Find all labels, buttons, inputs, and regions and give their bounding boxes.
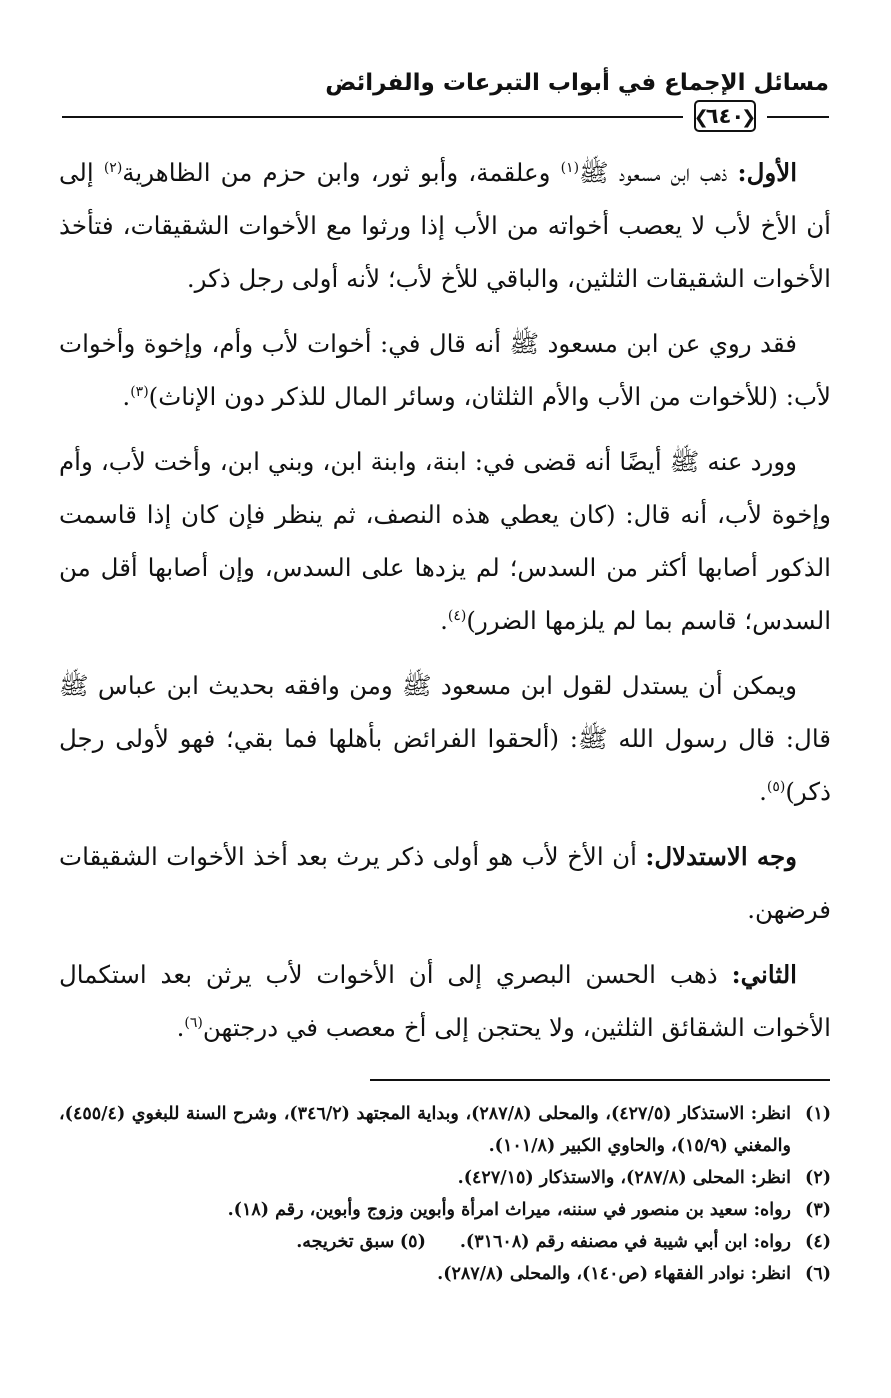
footnote-number: (١) <box>805 1104 831 1124</box>
paragraph-text: ذهب ابن مسعود ﷺ <box>579 158 738 187</box>
footnote-ref[interactable]: (٤) <box>447 607 467 624</box>
footnote-ref[interactable]: (٦) <box>184 1014 203 1031</box>
footnote-text: رواه: سعيد بن منصور في سننه، ميراث امرأة وأبوين وزوج وأبوين، رقم (١٨). <box>227 1200 791 1220</box>
footnote-number: (٦) <box>805 1264 831 1284</box>
paragraph-text: وورد عنه ﷺ أيضًا أنه قضى في: ابنة، وابنة ابن، وبني ابن، وأخت لأب، وأم وإخوة لأب، أنه قال: (كان يعطي هذه النصف، ثم ينظر فإن كان إذا قاسمت الذكور أصابها أكثر من السدس؛ لم يزدها على السدس، وإن أصابها أقل من السدس؛ قاسم بما لم يلزمها الضرر) <box>59 447 831 635</box>
paragraph-ruling <box>59 435 831 647</box>
ornament-left-icon: ❯ <box>693 107 709 128</box>
paragraph-text: وعلقمة، وأبو ثور، وابن حزم من الظاهرية <box>122 158 561 187</box>
paragraph-end: . <box>176 1013 185 1042</box>
page-number-frame <box>694 100 756 132</box>
paragraph-text: ويمكن أن يستدل لقول ابن مسعود ﷺ ومن وافقه بحديث ابن عباس ﷺ قال: قال رسول الله ﷺ: (ألحقوا الفرائض بأهلها فما بقي؛ فهو لأولى رجل ذكر) <box>59 671 831 806</box>
footnote-number: (٢) <box>805 1168 831 1188</box>
footnote-ref[interactable]: (٥) <box>766 778 786 795</box>
page-number-badge <box>683 100 767 132</box>
footnote-text: انظر: الاستذكار (٤٢٧/٥)، والمحلى (٢٨٧/٨)، وبداية المجتهد (٣٤٦/٢)، وشرح السنة للبغوي (٤٥٥/٤)، والمغني (١٥/٩)، والحاوي الكبير (١٠١/٨). <box>59 1104 791 1156</box>
paragraph-text: إلى أن الأخ لأب لا يعصب أخواته من الأب إذا ورثوا مع الأخوات الشقيقات، فتأخذ الأخوات الشقيقات الثلثين، والباقي للأخ لأب؛ لأنه أولى رجل ذكر. <box>59 158 831 293</box>
footnote-number: (٣) <box>805 1200 831 1220</box>
paragraph-narration <box>59 317 831 423</box>
paragraph-text: فقد روي عن ابن مسعود ﷺ أنه قال في: أخوات لأب وأم، وإخوة وأخوات لأب: (للأخوات من الأب والأم الثلثان، وسائر المال للذكر دون الإناث) <box>59 329 831 411</box>
footnote-number: (٤) <box>805 1232 831 1252</box>
main-text <box>59 146 831 1066</box>
ornament-right-icon: ❮ <box>741 107 757 128</box>
footnote-ref[interactable]: (٣) <box>130 383 149 400</box>
paragraph-end: . <box>440 606 448 635</box>
paragraph-lead: الثاني: <box>731 960 797 989</box>
footnote-text: رواه: ابن أبي شيبة في مصنفه رقم (٣١٦٠٨). <box>459 1232 791 1252</box>
paragraph-text: أن الأخ لأب هو أولى ذكر يرث بعد أخذ الأخوات الشقيقات فرضهن. <box>59 842 831 924</box>
footnote-2 <box>59 1162 831 1194</box>
paragraph-evidence <box>59 659 831 818</box>
footnote-5-text: سبق تخريجه. <box>296 1232 395 1252</box>
footnote-3 <box>59 1194 831 1226</box>
footnotes <box>59 1098 831 1290</box>
paragraph-second-opinion <box>59 948 831 1054</box>
footnote-text: انظر: المحلى (٢٨٧/٨)، والاستذكار (٤٢٧/١٥). <box>457 1168 791 1188</box>
footnote-text: انظر: نوادر الفقهاء (ص١٤٠)، والمحلى (٢٨٧/٨). <box>437 1264 791 1284</box>
paragraph-first-opinion <box>59 146 831 305</box>
footnote-5-number: (٥) <box>399 1232 426 1252</box>
footnote-ref[interactable]: (٢) <box>103 159 123 176</box>
footnote-1 <box>59 1098 831 1162</box>
running-header-title: مسائل الإجماع في أبواب التبرعات والفرائض <box>325 70 829 96</box>
footnote-ref[interactable]: (١) <box>560 159 580 176</box>
paragraph-text: ذهب الحسن البصري إلى أن الأخوات لأب يرثن بعد استكمال الأخوات الشقائق الثلثين، ولا يحتجن إلى أخ معصب في درجتهن <box>59 960 831 1042</box>
paragraph-lead: وجه الاستدلال: <box>645 842 797 871</box>
paragraph-inference <box>59 830 831 936</box>
paragraph-end: . <box>759 777 767 806</box>
page-number: ٦٤٠ <box>705 104 745 128</box>
footnote-6 <box>59 1258 831 1290</box>
footnote-4 <box>59 1226 831 1258</box>
paragraph-lead: الأول: <box>737 158 798 187</box>
paragraph-end: . <box>122 382 131 411</box>
footnote-separator <box>370 1079 830 1081</box>
